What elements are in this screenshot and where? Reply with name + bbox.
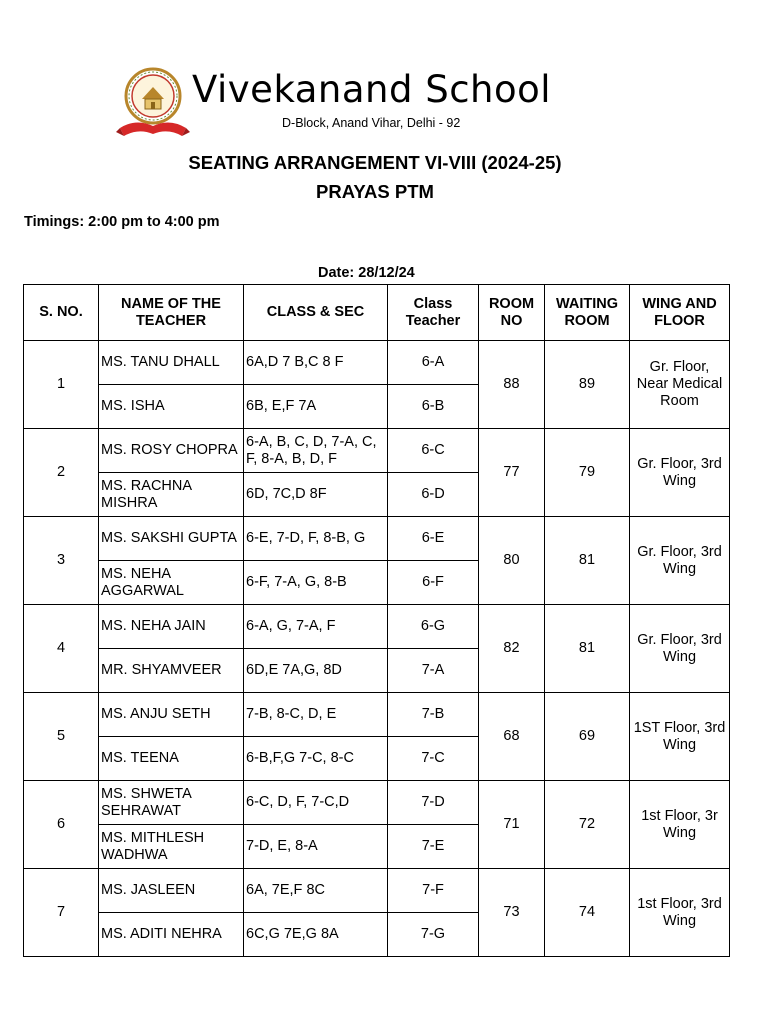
serial-number-cell: 3 bbox=[24, 517, 99, 605]
table-row bbox=[24, 517, 730, 561]
waiting-room-cell: 74 bbox=[545, 869, 630, 957]
class-sec-cell: 6A, 7E,F 8C bbox=[244, 869, 388, 913]
teacher-name-cell: MS. JASLEEN bbox=[99, 869, 244, 913]
teacher-name-cell: MR. SHYAMVEER bbox=[99, 649, 244, 693]
school-address: D-Block, Anand Vihar, Delhi - 92 bbox=[282, 116, 461, 130]
waiting-room-cell: 69 bbox=[545, 693, 630, 781]
header-room-no: ROOM NO bbox=[479, 285, 545, 341]
waiting-room-cell: 79 bbox=[545, 429, 630, 517]
room-no-cell: 73 bbox=[479, 869, 545, 957]
class-teacher-cell: 6-B bbox=[388, 385, 479, 429]
waiting-room-cell: 89 bbox=[545, 341, 630, 429]
teacher-name-cell: MS. TANU DHALL bbox=[99, 341, 244, 385]
serial-number-cell: 2 bbox=[24, 429, 99, 517]
wing-floor-cell: 1st Floor, 3r Wing bbox=[630, 781, 730, 869]
table-row bbox=[24, 605, 730, 649]
wing-floor-cell: Gr. Floor, 3rd Wing bbox=[630, 517, 730, 605]
header-waiting-room: WAITING ROOM bbox=[545, 285, 630, 341]
header-wing-floor: WING AND FLOOR bbox=[630, 285, 730, 341]
serial-number-cell: 7 bbox=[24, 869, 99, 957]
teacher-name-cell: MS. SHWETA SEHRAWAT bbox=[99, 781, 244, 825]
class-sec-cell: 6-C, D, F, 7-C,D bbox=[244, 781, 388, 825]
date-text: Date: 28/12/24 bbox=[318, 265, 415, 281]
class-teacher-cell: 7-F bbox=[388, 869, 479, 913]
teacher-name-cell: MS. ROSY CHOPRA bbox=[99, 429, 244, 473]
teacher-name-cell: MS. TEENA bbox=[99, 737, 244, 781]
class-teacher-cell: 6-A bbox=[388, 341, 479, 385]
class-sec-cell: 6B, E,F 7A bbox=[244, 385, 388, 429]
room-no-cell: 77 bbox=[479, 429, 545, 517]
teacher-name-cell: MS. NEHA JAIN bbox=[99, 605, 244, 649]
teacher-name-cell: MS. ANJU SETH bbox=[99, 693, 244, 737]
teacher-name-cell: MS. MITHLESH WADHWA bbox=[99, 825, 244, 869]
serial-number-cell: 1 bbox=[24, 341, 99, 429]
serial-number-cell: 4 bbox=[24, 605, 99, 693]
document-subtitle: PRAYAS PTM bbox=[316, 181, 434, 202]
teacher-name-cell: MS. NEHA AGGARWAL bbox=[99, 561, 244, 605]
teacher-name-cell: MS. ISHA bbox=[99, 385, 244, 429]
timings-text: Timings: 2:00 pm to 4:00 pm bbox=[24, 214, 220, 230]
table-row bbox=[24, 781, 730, 825]
waiting-room-cell: 81 bbox=[545, 517, 630, 605]
wing-floor-cell: 1ST Floor, 3rd Wing bbox=[630, 693, 730, 781]
wing-floor-cell: Gr. Floor, Near Medical Room bbox=[630, 341, 730, 429]
class-teacher-cell: 7-E bbox=[388, 825, 479, 869]
school-crest-icon bbox=[116, 66, 190, 140]
table-row bbox=[24, 869, 730, 913]
class-teacher-cell: 7-B bbox=[388, 693, 479, 737]
seating-table bbox=[23, 284, 730, 957]
document-title: SEATING ARRANGEMENT VI-VIII (2024-25) bbox=[188, 152, 562, 173]
teacher-name-cell: MS. RACHNA MISHRA bbox=[99, 473, 244, 517]
header-teacher-name: NAME OF THE TEACHER bbox=[99, 285, 244, 341]
class-teacher-cell: 6-C bbox=[388, 429, 479, 473]
header-class-teacher: Class Teacher bbox=[388, 285, 479, 341]
waiting-room-cell: 72 bbox=[545, 781, 630, 869]
class-sec-cell: 6-F, 7-A, G, 8-B bbox=[244, 561, 388, 605]
class-teacher-cell: 6-F bbox=[388, 561, 479, 605]
class-sec-cell: 6-E, 7-D, F, 8-B, G bbox=[244, 517, 388, 561]
serial-number-cell: 5 bbox=[24, 693, 99, 781]
class-teacher-cell: 6-E bbox=[388, 517, 479, 561]
wing-floor-cell: Gr. Floor, 3rd Wing bbox=[630, 429, 730, 517]
class-teacher-cell: 6-G bbox=[388, 605, 479, 649]
header-class-sec: CLASS & SEC bbox=[244, 285, 388, 341]
waiting-room-cell: 81 bbox=[545, 605, 630, 693]
class-sec-cell: 6D, 7C,D 8F bbox=[244, 473, 388, 517]
teacher-name-cell: MS. ADITI NEHRA bbox=[99, 913, 244, 957]
table-row bbox=[24, 429, 730, 473]
header-sno: S. NO. bbox=[24, 285, 99, 341]
class-sec-cell: 6-A, G, 7-A, F bbox=[244, 605, 388, 649]
room-no-cell: 71 bbox=[479, 781, 545, 869]
room-no-cell: 68 bbox=[479, 693, 545, 781]
room-no-cell: 88 bbox=[479, 341, 545, 429]
class-teacher-cell: 7-G bbox=[388, 913, 479, 957]
class-teacher-cell: 7-C bbox=[388, 737, 479, 781]
table-row bbox=[24, 693, 730, 737]
wing-floor-cell: Gr. Floor, 3rd Wing bbox=[630, 605, 730, 693]
class-teacher-cell: 7-D bbox=[388, 781, 479, 825]
teacher-name-cell: MS. SAKSHI GUPTA bbox=[99, 517, 244, 561]
class-sec-cell: 6-A, B, C, D, 7-A, C, F, 8-A, B, D, F bbox=[244, 429, 388, 473]
class-sec-cell: 6A,D 7 B,C 8 F bbox=[244, 341, 388, 385]
table-row bbox=[24, 341, 730, 385]
class-sec-cell: 6-B,F,G 7-C, 8-C bbox=[244, 737, 388, 781]
class-sec-cell: 7-D, E, 8-A bbox=[244, 825, 388, 869]
class-sec-cell: 7-B, 8-C, D, E bbox=[244, 693, 388, 737]
class-teacher-cell: 6-D bbox=[388, 473, 479, 517]
serial-number-cell: 6 bbox=[24, 781, 99, 869]
wing-floor-cell: 1st Floor, 3rd Wing bbox=[630, 869, 730, 957]
class-sec-cell: 6C,G 7E,G 8A bbox=[244, 913, 388, 957]
class-teacher-cell: 7-A bbox=[388, 649, 479, 693]
school-header bbox=[0, 60, 768, 140]
class-sec-cell: 6D,E 7A,G, 8D bbox=[244, 649, 388, 693]
room-no-cell: 82 bbox=[479, 605, 545, 693]
school-name: Vivekanand School bbox=[192, 68, 552, 111]
room-no-cell: 80 bbox=[479, 517, 545, 605]
table-body bbox=[24, 341, 730, 957]
table-header-row bbox=[24, 285, 730, 341]
